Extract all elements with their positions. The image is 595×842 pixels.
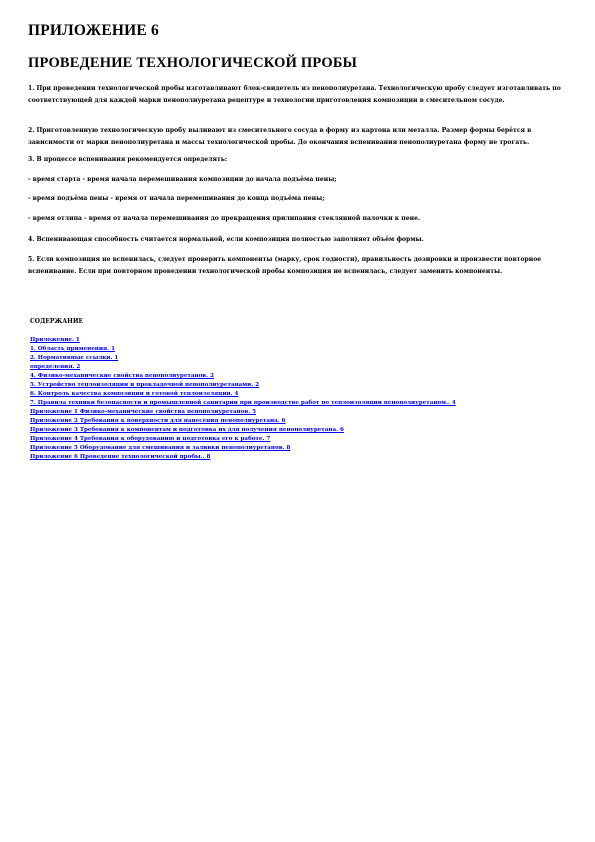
toc-item: [30, 444, 570, 453]
paragraph-4: - время старта - время начала перемешивания композиции до начала подъёма пены;: [28, 176, 337, 183]
section-title: ПРОВЕДЕНИЕ ТЕХНОЛОГИЧЕСКОЙ ПРОБЫ: [28, 55, 358, 71]
toc-item: [30, 417, 570, 426]
paragraph-7: 4. Вспенивающая способность считается нормальной, если композиция полностью заполняет объём формы.: [28, 236, 424, 243]
paragraph-1: 1. При проведении технологической пробы изготавливают блок-свидетель из пенополиуретана. Технологическую пробу следует изготавливать по соответствующей для каждой марки пенополиуретана рецептуре и технологии приготовления композиции в смесительном сосуде.: [28, 85, 561, 105]
paragraph-3: 3. В процессе вспенивания рекомендуется определять:: [28, 156, 228, 163]
toc-item: [30, 408, 570, 417]
paragraph-5: - время подъёма пены - время от начала перемешивания до конца подъёма пены;: [28, 195, 325, 202]
toc-item: [30, 399, 570, 408]
appendix-title: ПРИЛОЖЕНИЕ 6: [28, 22, 159, 39]
toc-item: [30, 435, 570, 444]
toc-item: [30, 345, 570, 354]
toc-link[interactable]: Приложение 4 Требования к оборудованию и подготовка его к работе. 7: [30, 436, 271, 442]
toc-link[interactable]: 4. Физико-механические свойства пенополиуретанов. 2: [30, 373, 214, 379]
toc-link[interactable]: определения. 2: [30, 364, 81, 370]
toc-item: [30, 354, 570, 363]
toc-link[interactable]: Приложение 1 Физико-механические свойства пенополиуретанов. 5: [30, 409, 256, 415]
toc-heading: СОДЕРЖАНИЕ: [30, 318, 84, 325]
toc-item: [30, 426, 570, 435]
toc-link[interactable]: 1. Область применения. 1: [30, 346, 115, 352]
toc-item: [30, 381, 570, 390]
toc-link[interactable]: 6. Контроль качества композиции и готовой теплоизоляции. 4: [30, 391, 239, 397]
toc-link[interactable]: Приложение. 1: [30, 337, 80, 343]
paragraph-6: - время отлипа - время от начала перемешивания до прекращения прилипания стеклянной палочки к пене.: [28, 215, 421, 222]
paragraph-8: 5. Если композиция не вспенилась, следует проверить компоненты (марку, срок годности), правильность дозировки и произвести повторное вспенивание. Если при повторном проведении технологической пробы композиция не вспенилась, следует заменить компоненты.: [28, 256, 542, 276]
toc-item: [30, 363, 570, 372]
paragraph-2: 2. Приготовленную технологическую пробу выливают из смесительного сосуда в форму из картона или металла. Размер формы берётся в зависимости от марки пенополиуретана и массы технологической пробы. До окончания вспенивания пенополиуретана форму не трогать.: [28, 127, 532, 147]
toc-link[interactable]: Приложение 6 Проведение технологической пробы.. 8: [30, 454, 211, 460]
toc-item: [30, 372, 570, 381]
toc-link[interactable]: 7. Правила техники безопасности и промышленной санитарии при производстве работ по теплоизоляции пенополиуретаном.. 4: [30, 400, 456, 406]
toc-link[interactable]: 5. Устройство теплоизоляции и прокладочной пенополиуретанами. 2: [30, 382, 260, 388]
toc-item: [30, 453, 570, 462]
toc-link[interactable]: Приложение 3 Требования к компонентам и подготовка их для получения пенополиуретана. 6: [30, 427, 344, 433]
toc-link[interactable]: Приложение 5 Оборудование для смешивания и заливки пенополиуретанов. 8: [30, 445, 291, 451]
table-of-contents: [30, 336, 570, 462]
toc-link[interactable]: Приложение 2 Требования к поверхности для нанесения пенополиуретана. 6: [30, 418, 286, 424]
toc-item: [30, 390, 570, 399]
toc-link[interactable]: 2. Нормативные ссылки. 1: [30, 355, 119, 361]
toc-item: [30, 336, 570, 345]
